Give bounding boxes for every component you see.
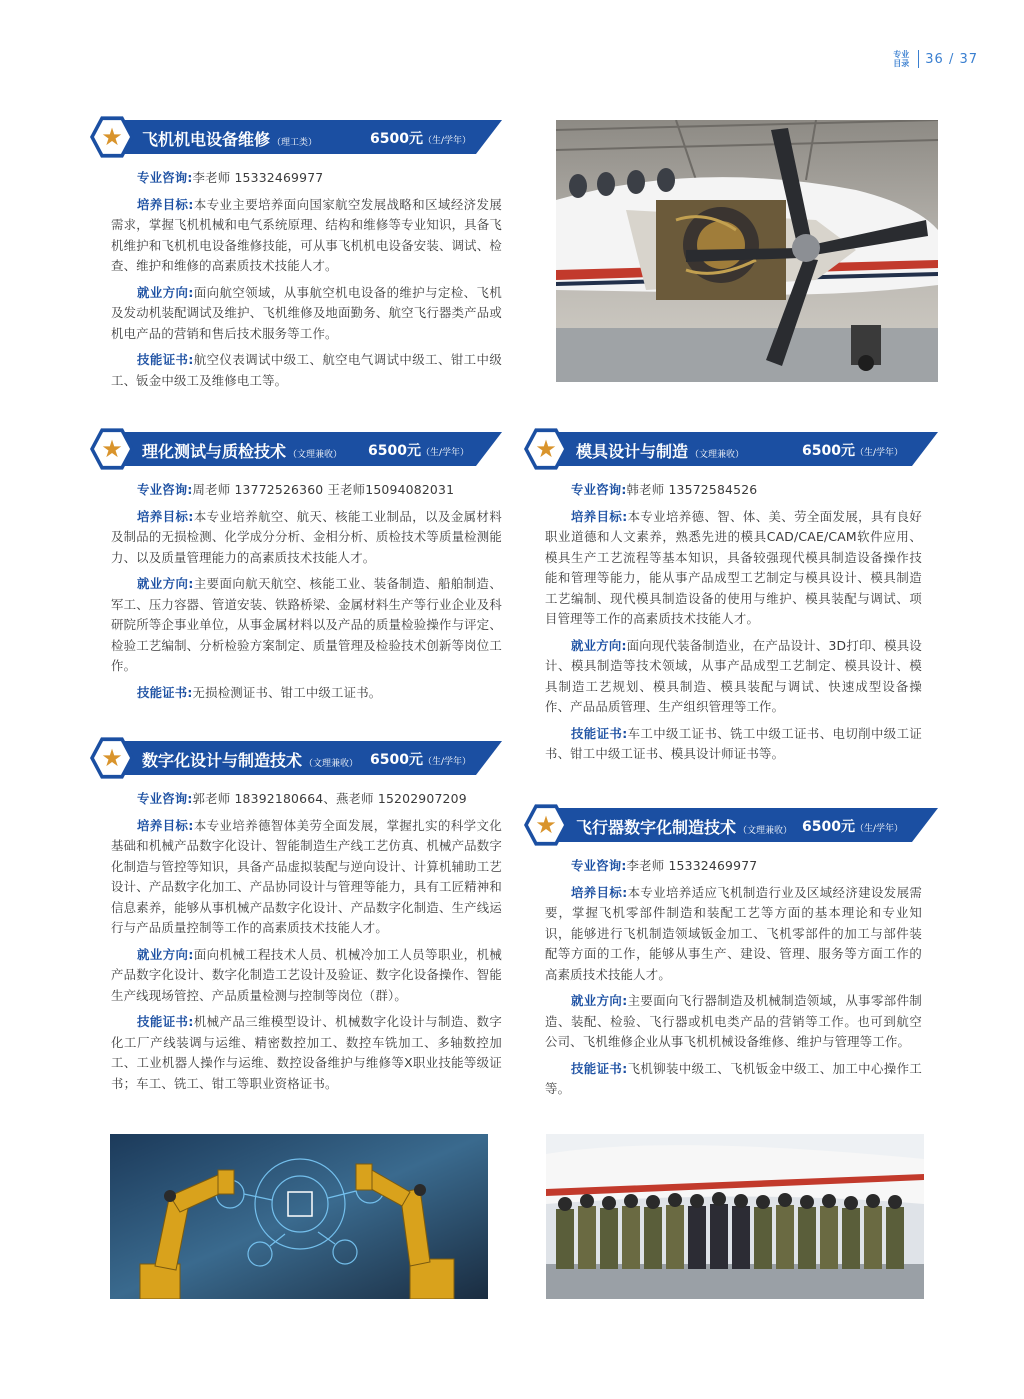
section-aircraft-digital-manufacturing <box>524 806 938 1100</box>
contact-paragraph: 专业咨询:周老师 13772526360 王老师15094082031 <box>137 482 455 497</box>
star-icon: ★ <box>535 435 557 463</box>
section-aircraft-electromechanical <box>90 118 502 391</box>
section-title: 飞行器数字化制造技术 （文理兼收） <box>576 818 793 837</box>
page-number: 36 / 37 <box>925 51 978 67</box>
fee-unit: （生/学年） <box>854 824 904 834</box>
section-banner <box>90 430 502 468</box>
cert-paragraph: 技能证书:机械产品三维模型设计、机械数字化设计与制造、数字化工厂产线装调与运维、精密数控加工、数控车铣加工、多轴数控加工、工业机器人操作与运维、数控设备维护与维修等X职业技能等级证书；车工、铣工、钳工等职业资格证书。 <box>111 1014 502 1091</box>
cert-paragraph: 技能证书:车工中级工证书、铣工中级工证书、电切削中级工证书、钳工中级工证书、模具设计师证书等。 <box>545 725 922 761</box>
contact-paragraph: 专业咨询:李老师 15332469977 <box>137 170 324 185</box>
career-paragraph: 就业方向:主要面向航天航空、核能工业、装备制造、船舶制造、军工、压力容器、管道安装、铁路桥梁、金属材料生产等行业企业及科研院所等企事业单位，从事金属材料以及产品的质量检验操作与评定、检验工艺编制、分析检验方案制定、质量管理及检验技术创新等岗位工作。 <box>111 576 502 673</box>
section-category: （文理兼收） <box>288 450 343 460</box>
section-title: 理化测试与质检技术 （文理兼收） <box>142 442 343 461</box>
catalog-logo: 专业 目录 <box>893 50 910 68</box>
goal-paragraph: 培养目标:本专业主要培养面向国家航空发展战略和区域经济发展需求，掌握飞机机械和电气系统原理、结构和维修等专业知识，具备飞机维护和飞机机电设备维修技能，可从事飞机机电设备安装、调试、检查、维护和维修的高素质技术技能人才。 <box>111 196 502 273</box>
fee-unit: （生/学年） <box>422 757 472 767</box>
page-number-divider <box>918 50 919 68</box>
cert-paragraph: 技能证书:无损检测证书、钳工中级工证书。 <box>137 684 382 700</box>
career-paragraph: 就业方向:主要面向飞行器制造及机械制造领域，从事零部件制造、装配、检验、飞行器或机电类产品的营销等工作。也可到航空公司、飞机维修企业从事飞机机械设备维修、维护与管理等工作。 <box>545 993 922 1049</box>
career-paragraph: 就业方向:面向航空领域，从事航空机电设备的维护与定检、飞机及发动机装配调试及维护、飞机维修及地面勤务、航空飞行器类产品或机电产品的营销和售后技术服务等工作。 <box>111 284 502 341</box>
star-icon: ★ <box>101 435 123 463</box>
section-banner <box>90 118 502 156</box>
section-banner <box>90 739 502 777</box>
section-fee: 6500元（生/学年） <box>370 752 472 768</box>
section-digital-design-manufacturing <box>90 739 502 1094</box>
goal-paragraph: 培养目标:本专业培养德、智、体、美、劳全面发展，具有良好职业道德和人文素养，熟悉先进的模具CAD/CAE/CAM软件应用、模具生产工艺流程等基本知识，具备较强现代模具制造设备操作技能和管理等能力，能从事产品成型工艺制定与模具设计、模具制造工艺编制、现代模具制造设备的使用与维护、模具装配与调试、项目管理等工作的高素质技术技能人才。 <box>545 508 922 626</box>
section-fee: 6500元（生/学年） <box>370 131 472 147</box>
section-title: 模具设计与制造 （文理兼收） <box>576 442 745 461</box>
cert-paragraph: 技能证书:飞机铆装中级工、飞机钣金中级工、加工中心操作工等。 <box>545 1060 922 1096</box>
contact-paragraph: 专业咨询:郭老师 18392180664、燕老师 15202907209 <box>137 791 467 806</box>
section-title: 飞机机电设备维修 （理工类） <box>142 130 318 149</box>
fee-unit: （生/学年） <box>854 448 904 458</box>
section-fee: 6500元（生/学年） <box>802 443 904 459</box>
career-paragraph: 就业方向:面向机械工程技术人员、机械冷加工人员等职业，机械产品数字化设计、数字化制造工艺设计及验证、数字化设备操作、智能生产线现场管控、产品质量检测与控制等岗位（群）。 <box>111 946 502 1003</box>
photo-aircraft-engine <box>556 120 938 382</box>
star-icon: ★ <box>101 123 123 151</box>
star-icon: ★ <box>101 744 123 772</box>
section-category: （文理兼收） <box>304 759 359 769</box>
photo-industrial-robots <box>110 1134 488 1299</box>
section-category: （文理兼收） <box>690 450 745 460</box>
contact-paragraph: 专业咨询:李老师 15332469977 <box>571 858 758 873</box>
photo-student-group-hangar <box>546 1134 924 1299</box>
section-fee: 6500元（生/学年） <box>368 443 470 459</box>
section-banner <box>524 806 938 844</box>
section-title: 数字化设计与制造技术 （文理兼收） <box>142 751 359 770</box>
section-fee: 6500元（生/学年） <box>802 819 904 835</box>
contact-paragraph: 专业咨询:韩老师 13572584526 <box>571 482 758 497</box>
section-category: （文理兼收） <box>738 826 793 836</box>
page-number-block <box>890 50 978 68</box>
fee-unit: （生/学年） <box>422 136 472 146</box>
career-paragraph: 就业方向:面向现代装备制造业，在产品设计、3D打印、模具设计、模具制造等技术领域，从事产品成型工艺制定、模具设计、模具制造工艺规划、模具制造、模具装配与调试、快速成型设备操作、产品品质管理、生产组织管理等工作。 <box>545 637 922 714</box>
section-banner <box>524 430 938 468</box>
goal-paragraph: 培养目标:本专业培养适应飞机制造行业及区域经济建设发展需要，掌握飞机零部件制造和装配工艺等方面的基本理论和专业知识，能够进行飞机制造领域钣金加工、飞机零部件的加工与部件装配等方面的工作，能够从事生产、建设、管理、服务等方面工作的高素质技术技能人才。 <box>545 884 922 982</box>
section-category: （理工类） <box>272 138 318 148</box>
section-physical-chemical-testing <box>90 430 502 703</box>
goal-paragraph: 培养目标:本专业培养德智体美劳全面发展，掌握扎实的科学文化基础和机械产品数字化设计、智能制造生产线工艺仿真、机械产品数字化制造与管控等知识，具备产品虚拟装配与逆向设计、计算机辅助工艺设计、产品数字化加工、产品协同设计与管理等能力，具有工匠精神和信息素养，能够从事机械产品数字化设计、产品数字化制造、生产线运行与产品质量控制等工作的高素质技术技能人才。 <box>111 817 502 935</box>
goal-paragraph: 培养目标:本专业培养航空、航天、核能工业制品，以及金属材料及制品的无损检测、化学成分分析、金相分析、质检技术等质量检测能力、以及质量管理能力的高素质技术技能人才。 <box>111 508 502 565</box>
star-icon: ★ <box>535 811 557 839</box>
fee-unit: （生/学年） <box>420 448 470 458</box>
section-mold-design <box>524 430 938 765</box>
cert-paragraph: 技能证书:航空仪表调试中级工、航空电气调试中级工、钳工中级工、钣金中级工及维修电工等。 <box>111 352 502 388</box>
